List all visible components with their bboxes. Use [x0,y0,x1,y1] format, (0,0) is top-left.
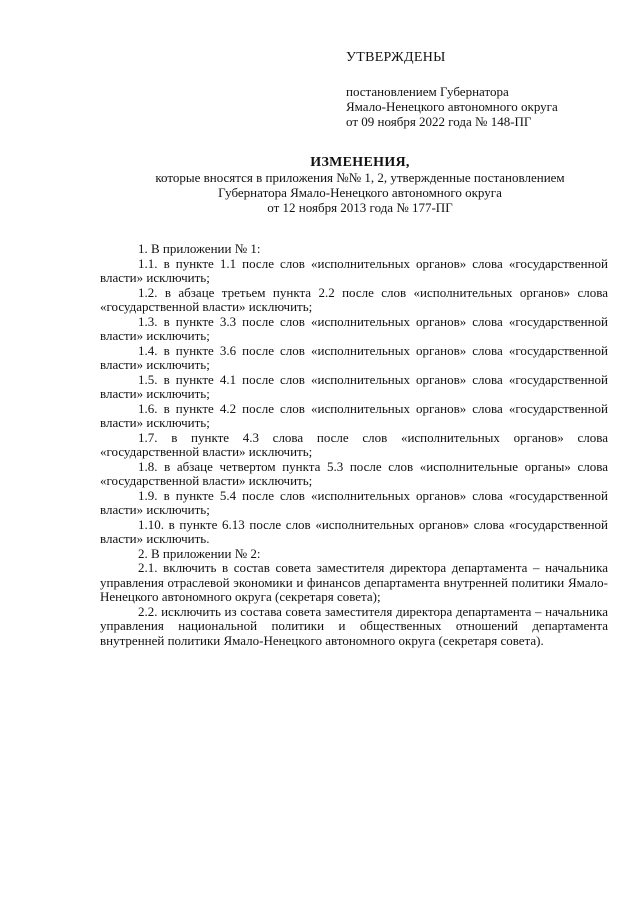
paragraph-1-1: 1.1. в пункте 1.1 после слов «исполнительных органов» слова «государственной власти» исключить; [100,255,608,285]
document-body [100,242,608,648]
paragraph-1-4: 1.4. в пункте 3.6 после слов «исполнительных органов» слова «государственной власти» исключить; [100,342,608,372]
approval-line-2: Ямало-Ненецкого автономного округа [346,99,558,114]
paragraph-1-2: 1.2. в абзаце третьем пункта 2.2 после слов «исполнительных органов» слова «государственной власти» исключить; [100,284,608,314]
approval-heading: УТВЕРЖДЕНЫ [346,50,446,65]
paragraph-1-8: 1.8. в абзаце четвертом пункта 5.3 после слов «исполнительные органы» слова «государственной власти» исключить; [100,458,608,488]
paragraph-1-6: 1.6. в пункте 4.2 после слов «исполнительных органов» слова «государственной власти» исключить; [100,400,608,430]
approval-line-3: от 09 ноября 2022 года № 148-ПГ [346,114,532,129]
document-subtitle-line-2: Губернатора Ямало-Ненецкого автономного округа [218,185,502,200]
paragraph-1-9: 1.9. в пункте 5.4 после слов «исполнительных органов» слова «государственной власти» исключить; [100,487,608,517]
document-title: ИЗМЕНЕНИЯ, [310,155,410,170]
approval-line-1: постановлением Губернатора [346,84,509,99]
paragraph-1-3: 1.3. в пункте 3.3 после слов «исполнительных органов» слова «государственной власти» исключить; [100,313,608,343]
document-title-block [100,155,620,215]
paragraph-1-5: 1.5. в пункте 4.1 после слов «исполнительных органов» слова «государственной власти» исключить; [100,371,608,401]
paragraph-1: 1. В приложении № 1: [138,241,261,256]
paragraph-2: 2. В приложении № 2: [138,545,261,561]
document-subtitle-line-3: от 12 ноября 2013 года № 177-ПГ [267,200,453,215]
paragraph-1-10: 1.10. в пункте 6.13 после слов «исполнительных органов» слова «государственной власти» исключить. [100,516,608,546]
approval-stamp [346,50,636,129]
paragraph-2-2: 2.2. исключить из состава совета заместителя директора департамента – начальника управления национальной политики и общественных отношений департамента внутренней политики Ямало-Ненецкого автономного округа (секретаря совета). [100,603,608,648]
paragraph-2-1: 2.1. включить в состав совета заместителя директора департамента – начальника управления отраслевой экономики и финансов департамента внутренней политики Ямало-Ненецкого автономного округа (секретаря совета); [100,560,608,604]
paragraph-1-7: 1.7. в пункте 4.3 слова после слов «исполнительных органов» слова «государственной власти» исключить; [100,429,608,459]
document-subtitle-line-1: которые вносятся в приложения №№ 1, 2, утвержденные постановлением [155,170,565,185]
